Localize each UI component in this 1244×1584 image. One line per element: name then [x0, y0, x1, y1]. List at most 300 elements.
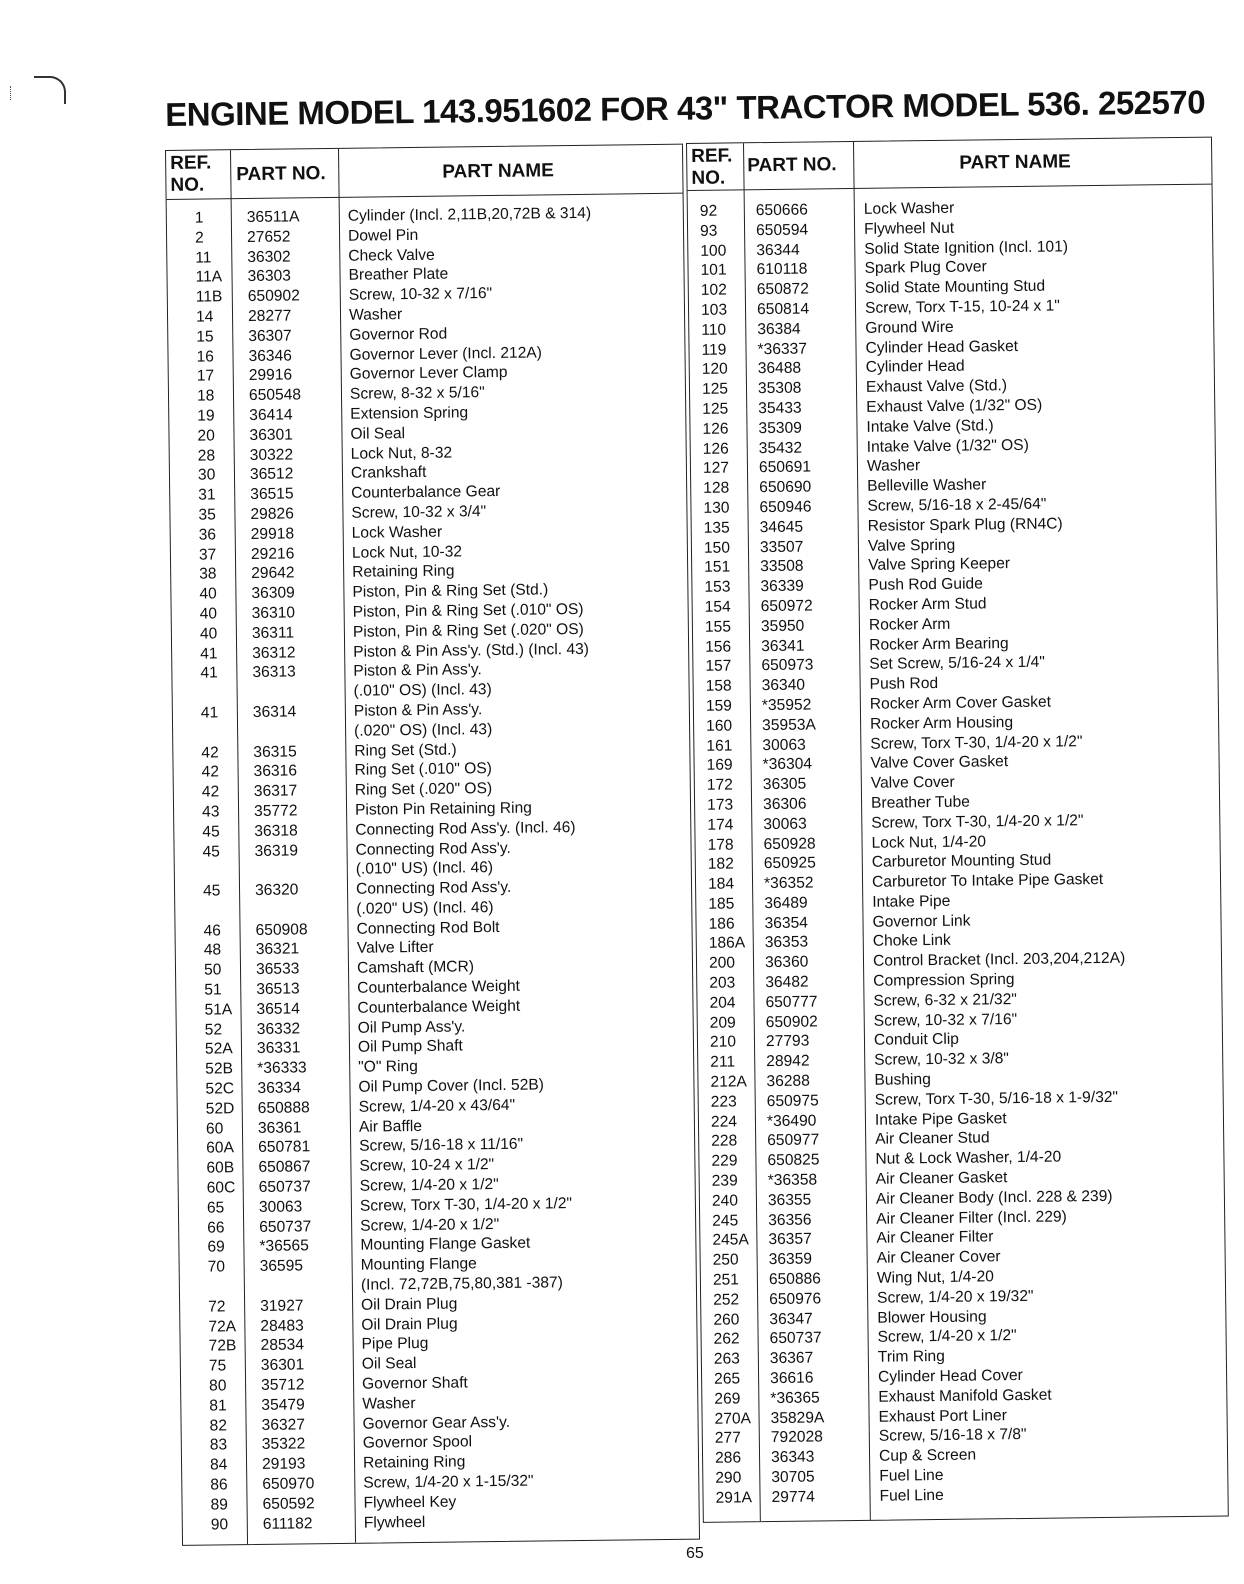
part-no-cell: 36344 — [756, 241, 800, 259]
ref-no-cell: 81 — [209, 1397, 227, 1415]
ref-no-cell: 286 — [714, 1449, 742, 1467]
part-no-cell: 36307 — [248, 327, 292, 345]
part-no-cell: 36317 — [253, 782, 298, 801]
part-no-cell: 31927 — [260, 1297, 304, 1315]
part-name-cell: Piston & Pin Ass'y. (Std.) (Incl. 43) — [353, 640, 590, 661]
ref-no-cell: 90 — [210, 1515, 229, 1534]
ref-no-cell: 70 — [207, 1258, 226, 1276]
part-no-cell: 36512 — [249, 465, 294, 484]
part-name-cell: Exhaust Manifold Gasket — [878, 1386, 1052, 1406]
part-no-cell: 36305 — [762, 775, 807, 794]
part-name-cell: Screw, 8-32 x 5/16" — [349, 384, 485, 403]
ref-no-cell: 75 — [208, 1357, 227, 1375]
ref-no-cell: 15 — [196, 328, 214, 346]
part-name-cell: Cylinder (Incl. 2,11B,20,72B & 314) — [347, 204, 592, 225]
ref-no-cell: 41 — [200, 664, 218, 682]
ref-no-cell: 52A — [204, 1040, 233, 1059]
part-no-cell: 35479 — [261, 1396, 305, 1414]
part-no-cell: 36353 — [764, 934, 809, 952]
part-name-cell: Control Bracket (Incl. 203,204,212A) — [872, 949, 1126, 971]
part-no-cell: 29216 — [250, 544, 295, 563]
part-name-cell: Fuel Line — [879, 1466, 944, 1485]
part-name-cell: Air Cleaner Gasket — [875, 1169, 1008, 1188]
ref-no-cell: 18 — [196, 387, 215, 405]
ref-no-cell: 52B — [205, 1060, 234, 1078]
part-no-cell: 650737 — [259, 1217, 312, 1236]
part-no-header: PART NO. — [747, 154, 837, 177]
part-no-cell: 36616 — [769, 1369, 814, 1388]
part-name-cell: Nut & Lock Washer, 1/4-20 — [875, 1148, 1062, 1169]
part-no-cell: 650973 — [761, 656, 814, 675]
part-name-cell: Cylinder Head Gasket — [865, 337, 1019, 357]
part-no-cell: 36489 — [764, 894, 808, 912]
part-name-cell: Mounting Flange Gasket — [360, 1235, 531, 1255]
part-no-cell: 650976 — [769, 1290, 822, 1308]
part-name-cell: Retaining Ring — [362, 1453, 466, 1472]
part-no-cell: 36359 — [768, 1250, 813, 1269]
ref-no-cell: 11B — [195, 288, 223, 306]
ref-no-cell: 48 — [203, 941, 222, 960]
ref-no-cell: 153 — [704, 578, 731, 596]
part-name-cell: Retaining Ring — [352, 562, 455, 582]
part-no-cell: *36304 — [762, 755, 813, 774]
part-no-cell: 36332 — [256, 1020, 301, 1038]
ref-no-cell: 203 — [709, 974, 736, 992]
ref-no-cell: 157 — [705, 657, 732, 676]
part-no-cell: 650666 — [755, 201, 808, 220]
ref-no-cell: 37 — [198, 545, 217, 564]
part-no-cell: 30063 — [762, 736, 806, 754]
ref-no-cell: 209 — [709, 1014, 736, 1032]
ref-no-cell: 17 — [196, 367, 215, 386]
part-name-cell: Washer — [348, 306, 403, 324]
part-name-cell: Lock Washer — [351, 523, 443, 542]
ref-no-cell: 69 — [207, 1238, 225, 1257]
part-no-cell: 36355 — [767, 1191, 812, 1209]
scan-dots — [10, 86, 15, 100]
part-name-cell: Ring Set (Std.) — [354, 740, 457, 760]
part-no-cell: 650814 — [756, 300, 810, 319]
ref-no-cell: 119 — [701, 341, 727, 359]
part-no-cell: 610118 — [756, 260, 808, 279]
ref-no-cell: 2 — [194, 229, 204, 247]
part-name-cell: Valve Cover — [870, 773, 955, 792]
part-name-cell: Solid State Mounting Stud — [864, 277, 1046, 298]
part-no-cell: 650594 — [755, 221, 809, 239]
ref-no-cell: 100 — [700, 242, 727, 260]
part-no-cell: 36310 — [251, 604, 296, 622]
ref-no-cell: 182 — [707, 855, 734, 874]
part-no-cell: 650777 — [765, 993, 818, 1011]
ref-no-cell: 263 — [713, 1350, 740, 1368]
part-no-cell: 650867 — [258, 1158, 311, 1177]
part-no-cell: 36384 — [757, 320, 801, 338]
part-name-cell: Oil Drain Plug — [361, 1295, 458, 1314]
part-name-header: PART NAME — [442, 160, 554, 183]
ref-no-cell: 72A — [208, 1317, 237, 1336]
part-name-cell: "O" Ring — [358, 1058, 418, 1076]
part-name-cell: Screw, 1/4-20 x 1/2" — [360, 1215, 500, 1235]
ref-no-cell: 155 — [704, 618, 732, 636]
part-no-cell: 36414 — [249, 406, 293, 424]
part-no-cell: 36288 — [766, 1072, 810, 1091]
part-no-cell: 36301 — [260, 1356, 305, 1375]
part-no-cell: 36511A — [246, 208, 300, 227]
ref-no-cell: 186 — [708, 915, 735, 933]
part-name-cell: Screw, 5/16-18 x 7/8" — [878, 1426, 1027, 1446]
ref-no-cell: 30 — [197, 466, 216, 484]
ref-no-cell: 14 — [195, 308, 214, 326]
part-no-cell: 30705 — [771, 1468, 815, 1487]
part-name-cell: Lock Nut, 8-32 — [350, 444, 453, 463]
part-name-cell: Screw, Torx T-30, 5/16-18 x 1-9/32" — [874, 1088, 1119, 1109]
ref-no-cell: 80 — [209, 1377, 227, 1395]
part-no-cell: 36320 — [254, 881, 299, 900]
ref-no-cell: 160 — [706, 717, 733, 735]
part-no-cell: 29826 — [250, 505, 294, 523]
part-no-cell: 30063 — [258, 1198, 303, 1216]
ref-no-cell: 211 — [710, 1053, 736, 1072]
part-no-cell: 650872 — [756, 280, 809, 299]
part-name-cell: Ring Set (.020" OS) — [354, 780, 493, 799]
part-no-cell: 35433 — [758, 399, 802, 418]
part-name-cell: Screw, 1/4-20 x 1-15/32" — [363, 1472, 534, 1492]
part-name-cell: Counterbalance Weight — [357, 977, 521, 997]
ref-no-cell: 125 — [701, 380, 729, 398]
part-name-cell: Screw, 10-32 x 3/8" — [874, 1050, 1010, 1070]
ref-no-cell: 20 — [197, 427, 215, 445]
part-no-cell: 36354 — [764, 914, 809, 932]
part-no-cell: 650902 — [765, 1013, 818, 1031]
ref-no-cell: 38 — [199, 565, 217, 583]
ref-no-cell: 102 — [700, 281, 727, 300]
part-no-cell: 34645 — [759, 518, 804, 536]
part-no-cell: 650975 — [766, 1092, 819, 1110]
ref-no-cell: 42 — [201, 743, 219, 762]
part-no-cell: 36595 — [259, 1257, 304, 1276]
ref-no-cell: 135 — [703, 519, 730, 537]
part-name-header: PART NAME — [959, 151, 1071, 174]
part-name-cell: Oil Drain Plug — [361, 1315, 458, 1334]
part-no-cell: 650946 — [759, 498, 812, 517]
part-name-cell: Connecting Rod Ass'y. — [355, 878, 512, 898]
part-no-cell: 650886 — [768, 1270, 822, 1289]
ref-no-cell: 103 — [700, 301, 728, 319]
part-name-cell: Belleville Washer — [867, 476, 987, 495]
ref-no-cell: 260 — [713, 1311, 740, 1329]
ref-no-cell: 82 — [209, 1416, 228, 1435]
part-name-cell: Screw, 10-32 x 7/16" — [873, 1010, 1018, 1030]
ref-no-cell: 28 — [197, 446, 216, 465]
part-no-cell: 650977 — [767, 1131, 820, 1150]
part-name-cell: Governor Spool — [362, 1433, 473, 1453]
part-no-cell: 36488 — [757, 359, 802, 378]
ref-no-cell: 269 — [714, 1390, 741, 1408]
ref-no-cell: 52D — [205, 1100, 235, 1118]
part-name-cell: Carburetor To Intake Pipe Gasket — [871, 871, 1104, 891]
ref-no-cell: 291A — [715, 1489, 753, 1507]
part-no-cell: 29193 — [261, 1455, 306, 1474]
ref-no-cell: 204 — [709, 994, 736, 1012]
ref-no-cell: 84 — [209, 1456, 228, 1474]
part-no-cell: 36514 — [256, 1000, 300, 1018]
part-name-cell: Screw, 10-32 x 3/4" — [351, 503, 487, 522]
part-no-cell: 36361 — [257, 1119, 302, 1137]
ref-no-cell: 127 — [702, 459, 730, 478]
part-name-cell: Lock Nut, 10-32 — [351, 542, 463, 562]
ref-no-cell: 40 — [199, 625, 218, 643]
part-no-cell: *36352 — [763, 874, 814, 893]
part-name-cell: Camshaft (MCR) — [356, 958, 475, 977]
ref-no-cell: 210 — [709, 1033, 737, 1052]
ref-no-cell: 262 — [713, 1330, 740, 1349]
part-name-cell: Oil Seal — [361, 1355, 417, 1373]
ref-no-cell: 223 — [710, 1093, 737, 1111]
part-name-cell: Cylinder Head — [865, 357, 965, 377]
ref-no-cell: 52 — [204, 1021, 223, 1039]
ref-no-cell: 40 — [199, 585, 217, 603]
ref-no-cell: 46 — [203, 922, 222, 940]
part-name-cell: Piston, Pin & Ring Set (Std.) — [352, 581, 549, 601]
part-name-cell: Air Cleaner Filter (Incl. 229) — [876, 1208, 1067, 1228]
part-name-cell: Connecting Rod Ass'y. — [355, 839, 511, 859]
part-name-cell: Screw, 1/4-20 x 43/64" — [358, 1096, 516, 1116]
part-name-cell: Rocker Arm Bearing — [869, 634, 1009, 654]
part-no-cell: 650691 — [758, 458, 812, 477]
part-name-cell: Valve Spring — [867, 536, 956, 555]
part-name-cell: Rocker Arm — [868, 615, 951, 634]
part-name-cell: Piston Pin Retaining Ring — [354, 799, 533, 819]
part-no-cell: 35950 — [760, 617, 805, 635]
ref-no-cell: 277 — [714, 1429, 741, 1448]
part-no-cell: 35309 — [758, 419, 802, 437]
part-no-cell: *36337 — [757, 340, 808, 358]
part-name-cell: Screw, 1/4-20 x 1/2" — [359, 1176, 499, 1195]
part-name-cell: Washer — [866, 457, 921, 476]
part-no-cell: 650781 — [258, 1138, 311, 1157]
ref-no-cell: 41 — [200, 704, 219, 722]
part-name-cell: Counterbalance Weight — [357, 997, 521, 1017]
part-name-cell: Carburetor Mounting Stud — [871, 851, 1052, 872]
part-no-cell: 36357 — [768, 1230, 812, 1249]
part-name-cell: Rocker Arm Housing — [870, 713, 1014, 733]
part-no-cell: 29774 — [771, 1488, 816, 1506]
ref-no-cell: 50 — [203, 961, 222, 979]
ref-no-cell: 159 — [705, 697, 733, 715]
parts-table-right — [686, 137, 1229, 1523]
ref-no-cell: 245A — [712, 1231, 749, 1250]
part-name-cell: Oil Pump Cover (Incl. 52B) — [358, 1076, 545, 1096]
part-name-cell: Screw, 1/4-20 x 19/32" — [877, 1287, 1034, 1307]
part-no-cell: 29642 — [251, 564, 295, 583]
part-name-cell: Screw, 6-32 x 21/32" — [873, 990, 1017, 1010]
ref-no-cell: 173 — [706, 796, 734, 814]
part-no-cell: 36315 — [253, 742, 297, 761]
part-name-cell: Oil Pump Shaft — [357, 1037, 463, 1057]
part-no-cell: 33507 — [759, 538, 804, 556]
part-name-cell: Air Cleaner Stud — [875, 1129, 990, 1149]
part-name-cell: Connecting Rod Ass'y. (Incl. 46) — [355, 818, 576, 839]
parts-table-left — [165, 144, 700, 1546]
part-no-cell: 35712 — [260, 1376, 305, 1394]
part-name-cell: Counterbalance Gear — [351, 483, 501, 502]
ref-no-cell: 251 — [712, 1271, 740, 1289]
part-name-cell: Screw, 5/16-18 x 2-45/64" — [867, 495, 1047, 515]
part-name-cell: Solid State Ignition (Incl. 101) — [864, 237, 1069, 258]
part-name-cell: Screw, Torx T-30, 1/4-20 x 1/2" — [871, 811, 1084, 832]
part-name-cell: Screw, 10-24 x 1/2" — [359, 1156, 495, 1175]
ref-header-line2: NO. — [170, 174, 205, 196]
part-no-cell: 650592 — [262, 1495, 315, 1513]
part-no-cell: 36331 — [256, 1039, 301, 1058]
ref-no-cell: 186A — [708, 934, 746, 953]
part-name-cell: Flywheel — [363, 1513, 426, 1532]
part-no-cell: 28277 — [247, 307, 292, 325]
part-name-cell: Choke Link — [872, 932, 951, 951]
part-name-cell: Mounting Flange — [360, 1255, 477, 1274]
part-name-cell: Trim Ring — [877, 1348, 945, 1366]
part-name-cell: Oil Pump Ass'y. — [357, 1018, 466, 1037]
part-name-cell: Valve Cover Gasket — [870, 753, 1009, 773]
part-no-cell: 36319 — [254, 841, 299, 860]
part-name-cell: Flywheel Nut — [863, 219, 955, 238]
part-name-cell: Breather Plate — [348, 265, 449, 285]
ref-no-cell: 89 — [210, 1496, 229, 1514]
part-no-cell: *36490 — [766, 1112, 817, 1130]
part-name-cell: Air Cleaner Filter — [876, 1228, 994, 1248]
ref-no-cell: 229 — [711, 1152, 738, 1171]
part-name-cell: Screw, Torx T-15, 10-24 x 1" — [864, 297, 1060, 317]
ref-no-cell: 120 — [701, 360, 728, 379]
table-header — [166, 145, 683, 200]
part-no-cell: 650972 — [760, 597, 813, 616]
ref-no-cell: 265 — [714, 1370, 741, 1388]
part-name-cell: Set Screw, 5/16-24 x 1/4" — [869, 653, 1045, 674]
part-name-cell: Exhaust Valve (Std.) — [865, 377, 1008, 396]
part-no-cell: 650928 — [763, 834, 816, 853]
part-no-cell: 35308 — [757, 379, 802, 398]
part-name-cell: Oil Seal — [350, 424, 406, 443]
part-no-cell: 36313 — [252, 663, 296, 682]
ref-no-cell: 45 — [202, 882, 221, 900]
part-no-cell: 36309 — [251, 584, 295, 603]
part-name-cell: Wing Nut, 1/4-20 — [876, 1268, 994, 1287]
ref-no-cell: 66 — [207, 1218, 225, 1237]
part-no-cell: 35322 — [261, 1435, 306, 1454]
ref-no-cell: 200 — [708, 954, 736, 973]
part-no-cell: 27652 — [246, 228, 291, 246]
ref-no-cell: 41 — [200, 644, 218, 663]
ref-no-cell: 36 — [198, 526, 217, 544]
part-no-cell: 650737 — [769, 1329, 822, 1348]
part-name-cell: Rocker Arm Stud — [868, 595, 987, 614]
part-name-cell: Exhaust Port Liner — [878, 1406, 1007, 1426]
ref-no-cell: 51A — [204, 1001, 233, 1019]
part-no-cell: 36346 — [248, 347, 292, 365]
part-name-cell: Cup & Screen — [878, 1446, 977, 1465]
part-no-cell: *36358 — [767, 1171, 818, 1190]
ref-no-cell: 16 — [196, 347, 214, 366]
ref-no-cell: 65 — [206, 1199, 225, 1217]
part-name-cell: Push Rod — [869, 675, 939, 693]
part-no-cell: 792028 — [770, 1428, 823, 1447]
part-name-cell: Governor Lever Clamp — [349, 364, 508, 384]
part-no-cell: 28534 — [260, 1336, 305, 1355]
table-body — [167, 203, 699, 1536]
part-no-header: PART NO. — [236, 163, 326, 186]
part-name-cell: Valve Lifter — [356, 939, 434, 958]
ref-no-cell: 161 — [706, 736, 733, 755]
ref-no-cell: 126 — [702, 440, 729, 458]
part-name-cell: Screw, 5/16-18 x 11/16" — [359, 1136, 524, 1156]
ref-no-cell: 128 — [703, 479, 730, 497]
part-name-cell: Screw, Torx T-30, 1/4-20 x 1/2" — [359, 1194, 573, 1215]
part-name-cell: Intake Valve (Std.) — [866, 417, 994, 436]
ref-no-cell: 240 — [711, 1192, 739, 1210]
part-no-cell: 36306 — [762, 795, 807, 814]
part-no-cell: 35432 — [758, 439, 803, 457]
part-no-cell: *36333 — [257, 1059, 307, 1078]
part-no-cell: 36301 — [249, 426, 293, 444]
part-no-cell: 36482 — [765, 973, 809, 992]
part-no-cell: 35953A — [762, 716, 816, 734]
part-name-cell: Intake Valve (1/32" OS) — [866, 436, 1029, 456]
ref-no-cell: 31 — [198, 486, 216, 504]
part-no-cell: 36312 — [252, 643, 296, 662]
part-name-cell: Exhaust Valve (1/32" OS) — [866, 396, 1043, 416]
part-name-cell: Cylinder Head Cover — [877, 1366, 1023, 1386]
part-no-cell: 36367 — [769, 1349, 814, 1368]
ref-no-cell: 60A — [206, 1139, 235, 1158]
ref-no-cell: 150 — [703, 539, 731, 557]
part-no-cell: 28483 — [260, 1317, 304, 1335]
part-no-cell: 29916 — [248, 366, 293, 385]
part-name-cell: Dowel Pin — [347, 226, 419, 245]
part-name-cell: Governor Lever (Incl. 212A) — [349, 343, 543, 364]
ref-no-cell: 224 — [710, 1113, 738, 1131]
part-name-cell: Compression Spring — [873, 971, 1015, 990]
ref-no-cell: 245 — [712, 1212, 739, 1230]
part-no-cell: 36321 — [255, 940, 300, 959]
part-no-cell: *36365 — [770, 1389, 820, 1407]
part-name-cell: Governor Gear Ass'y. — [362, 1413, 511, 1433]
ref-no-cell: 184 — [707, 875, 735, 893]
part-no-cell: 650737 — [258, 1178, 311, 1196]
ref-no-cell: 93 — [699, 222, 718, 240]
part-name-cell: Air Baffle — [358, 1117, 423, 1136]
part-no-cell: 650908 — [255, 921, 308, 939]
ref-no-cell: 185 — [708, 895, 735, 913]
part-name-cell: Conduit Clip — [873, 1031, 960, 1050]
ref-no-cell: 125 — [702, 400, 729, 418]
part-name-cell: (.010" OS) (Incl. 43) — [353, 681, 492, 700]
part-no-cell: 36318 — [254, 822, 298, 840]
part-no-cell: 36302 — [247, 248, 291, 266]
part-name-cell: Screw, 10-32 x 7/16" — [348, 285, 493, 304]
ref-no-cell: 178 — [707, 835, 734, 854]
part-no-cell: *35952 — [761, 696, 812, 715]
ref-no-cell: 11A — [195, 268, 223, 287]
part-name-cell: Bushing — [874, 1071, 931, 1089]
part-name-cell: Crankshaft — [350, 464, 427, 483]
part-name-cell: Extension Spring — [350, 404, 469, 423]
part-no-cell: 611182 — [262, 1514, 313, 1533]
ref-no-cell: 60B — [206, 1159, 235, 1177]
part-no-cell: 650902 — [247, 287, 300, 306]
part-no-cell: 36343 — [770, 1448, 815, 1467]
ref-no-cell: 154 — [704, 598, 731, 616]
part-name-cell: Governor Shaft — [361, 1374, 468, 1393]
